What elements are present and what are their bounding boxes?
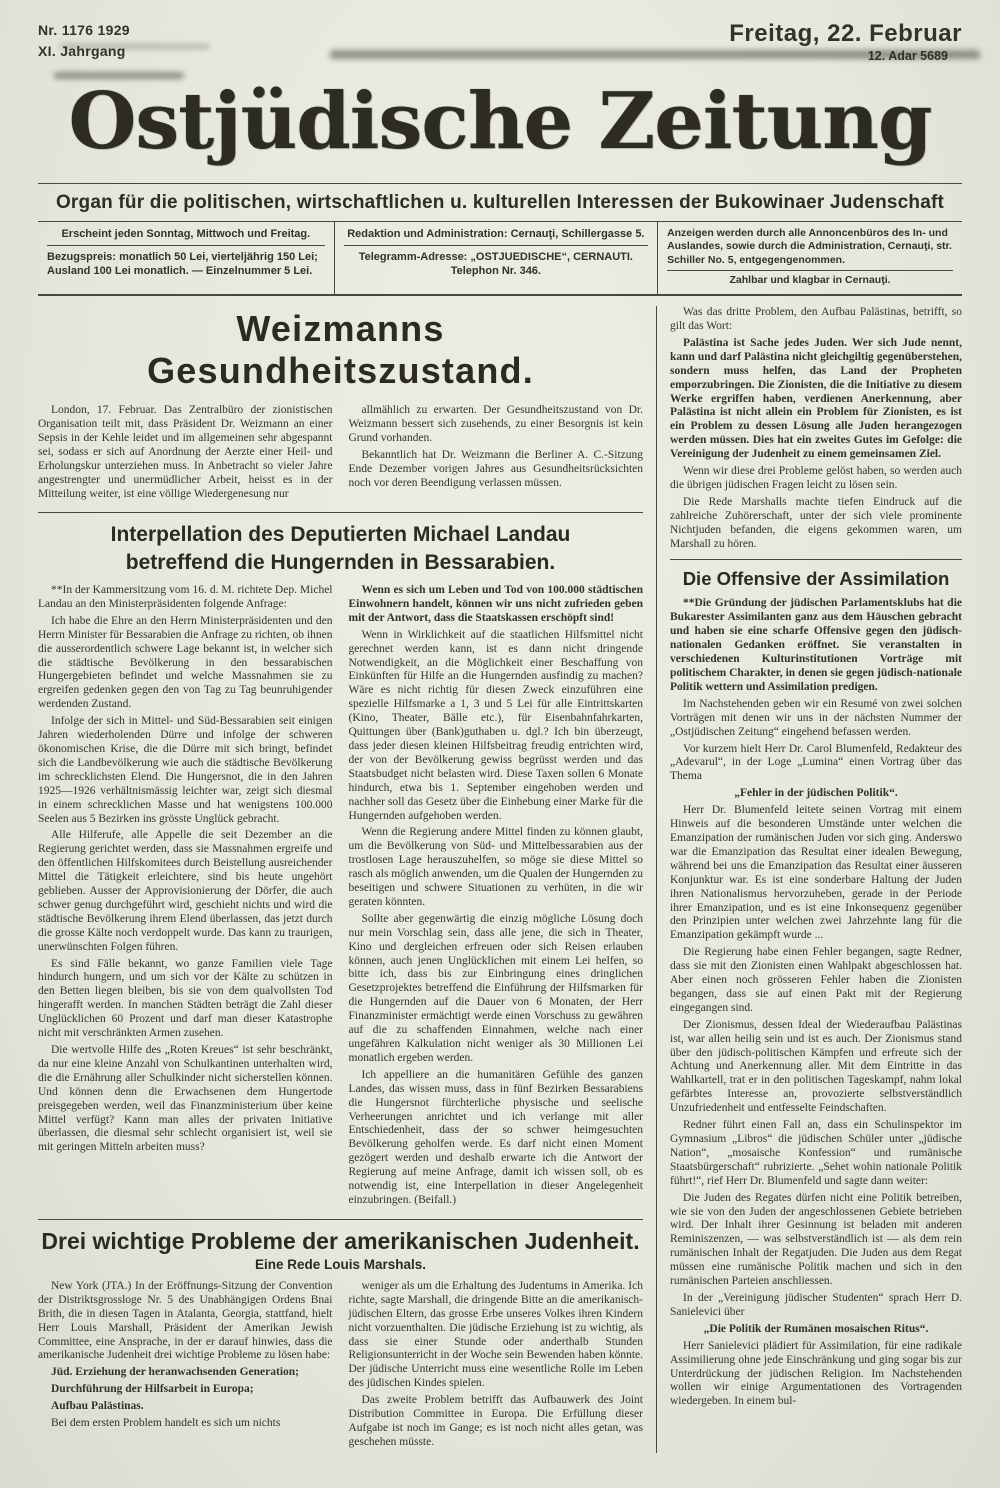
paragraph: Herr Dr. Blumenfeld leitete seinen Vortrag mit einem Hinweis auf die besonderen Umstände unter welchen die Emanzipation der rumänischen Juden vor sich ging. Anderswo war die Emanzipation das Resultat einer idealen Bewegung, während bei uns die Emanzipation das Resultat einer äusseren Konjunktur war. Es ist eine sonderbare Haltung der Juden ihren Nationalismus hervorzuheben, gerade in der Periode ihrer Emanzipation, und es ist eine Inkonsequenz gegenüber den Prinzipien unter welchen zwei Jahrzehnte lang für die Emanzipation gekämpft wurde ... [670, 804, 962, 942]
paragraph: Wenn wir diese drei Probleme gelöst haben, so werden auch die übrigen jüdischen Fragen leicht zu lösen sein. [670, 465, 962, 491]
paragraph: Palästina ist Sache jedes Juden. Wer sich Jude nennt, kann und darf Palästina nicht gleichgiltig gegenüberstehen, sondern muss helfen, das Land der Propheten emporzubringen. Die Zionisten, die die Initiative zu diesem Werke ergriffen haben, verdienen Anerkennung, aber Palästina ist nicht allein ein Problem für Zionisten, es ist ein Problem zu dessen Lösung alle Juden herangezogen werden müssen. Dies hat ein zweites Gutes im Gefolge: die Vereinigung der Judenheit zu einem gemeinsamen Ziel. [670, 336, 962, 461]
section-divider [38, 1219, 643, 1220]
ads-notice: Anzeigen werden durch alle Annoncenbüros des In- und Auslandes, sowie durch die Administration, Cernauţi, str. Schiller No. 5, entgegengenommen. [667, 226, 952, 266]
paragraph: Im Nachstehenden geben wir ein Resumé von zwei solchen Vorträgen mit denen wir uns in der nächsten Nummer der „Ostjüdischen Zeitung“ eingehend befassen werden. [670, 697, 962, 738]
issue-number: Nr. 1176 1929 [38, 22, 130, 38]
paragraph: Redner führt einen Fall an, dass ein Schulinspektor im Gymnasium „Libros“ die jüdischen Schüler unter „jüdische Nation“, „mosaische Konfession“ und rumänische Staatsbürgerschaft“ rubrizierte. „Sehet wohin nationale Politik führt!“, rief Herr Dr. Blumenfeld und sagte dann weiter: [670, 1119, 962, 1187]
interpellation-col-2 [349, 584, 644, 1211]
article-marshall [38, 1280, 643, 1453]
scan-smudge-artifact [54, 72, 184, 79]
paragraph: Infolge der sich in Mittel- und Süd-Bessarabien seit einigen Jahren wiederholenden Dürre und infolge der schweren ökonomischen Krise, die die Dürre mit sich bringt, befindet sich die Landbevölkerung wie auch die städtische Bevölkerung im schrecklichsten Elend. Die Hungersnot, die in den Jahren 1925—1926 verhältnismässig leichter war, zeigt sich diesmal in einem schrecklichen Masse und hat wenigstens 100.000 Seelen aus 5 Bezirken ins grösste Unglück gebracht. [38, 715, 333, 825]
paragraph: **Die Gründung der jüdischen Parlamentsklubs hat die Bukarester Assimilanten ganz aus dem Häuschen gebracht und haben sie eine scharfe Offensive gegen den jüdisch-nationalen Gedanken eröffnet. Sie veranstalten in verschiedenen Kulturinstitutionen Vorträge mit politischem Charakter, in denen sie gegen jüdisch-nationale Politik wettern und Assimilation predigen. [670, 597, 962, 693]
paragraph: Die wertvolle Hilfe des „Roten Kreues“ ist sehr beschränkt, da nur eine kleine Anzahl von Schulkantinen unterhalten wird, die die Ernährung aller Schulkinder nicht sicherstellen können. Und können denn die Erwachsenen dem Hungertode preisgegeben werden, weil das Finanzministerium über keine Mittel verfügt? Kann man alles der privaten Initiative überlassen, die diesmal sehr schlecht organisiert ist, weil sie mit geringen Mitteln arbeiten muss? [38, 1044, 333, 1154]
paragraph: Die Rede Marshalls machte tiefen Eindruck auf die zahlreiche Zuhörerschaft, unter der sich viele prominente Nichtjuden befanden, die eigens gekommen waren, um Marshall zu hören. [670, 495, 962, 550]
paragraph: „Fehler in der jüdischen Politik“. [734, 787, 898, 800]
publishing-info [38, 222, 334, 295]
contact-info [334, 222, 657, 295]
paragraph: Wenn die Regierung andere Mittel finden zu können glaubt, um die Bevölkerung von Süd- und Mittelbessarabien aus der trostlosen Lage herauszuhelfen, so möge sie diese Mittel so rasch als möglich anwenden, um die Qualen der Hungernden zu beseitigen und schwere Situationen zu verhüten, in die wir geraten könnten. [348, 826, 643, 908]
paragraph: Vor kurzem hielt Herr Dr. Carol Blumenfeld, Redakteur des „Adevarul“, in der Loge „Lumina“ einen Vortrag über das Thema [670, 742, 962, 783]
weizmann-col-1 [38, 404, 333, 504]
ads-payment-note: Zahlbar und klagbar in Cernauţi. [667, 270, 953, 288]
paragraph: Alle Hilferufe, alle Appelle die seit Dezember an die Regierung gerichtet werden, dass sie Massnahmen ergreife und den öffentlichen Hilfskomitees durch Beistellung ausreichender Mittel die Tätigkeit erleichtere, sind bis heute ungehört geblieben. Ausser der Approvisionierung der Dörfer, die auch schwer genug durchgeführt wird, geschieht nichts und wird die städtische Bevölkerung ihrem Elend überlassen, das jetzt durch die grosse Kälte noch verdoppelt wurde. Das kann zu traurigen, unerwünschten Folgen führen. [38, 829, 333, 953]
scan-smudge-artifact [330, 50, 980, 59]
main-content [38, 306, 962, 1453]
article-weizmann [38, 404, 643, 504]
issue-block [38, 20, 130, 62]
interpellation-title-line1: Interpellation des Deputierten Michael Landau [110, 523, 571, 547]
paragraph: Bekanntlich hat Dr. Weizmann die Berliner A. C.-Sitzung Ende Dezember vorigen Jahres aus Gesundheitsrücksichten noch vor deren Beendigung verlassen müssen. [348, 448, 643, 489]
paragraph: New York (JTA.) In der Eröffnungs-Sitzung der Convention der Distriktsgrossloge Nr. 5 des Unabhängigen Ordens Bnai Brith, die in diesen Tagen in Atalanta, Georgia, stattfand, hielt Herr Louis Marshall, Präsident der Amerikan Jewish Committee, eine Ansprache, in der er darauf hinwies, dass die amerikanische Judenheit drei wichtige Probleme zu lösen habe: [38, 1279, 333, 1362]
subscription-prices: Bezugspreis: monatlich 50 Lei, vierteljährig 150 Lei; Ausland 100 Lei monatlich. — Einzelnummer 5 Lei. [47, 250, 318, 278]
publishing-schedule: Erscheint jeden Sonntag, Mittwoch und Freitag. [47, 227, 325, 246]
section-divider [670, 559, 962, 560]
paragraph: Wenn es sich um Leben und Tod von 100.000 städtischen Einwohnern handelt, können wir uns nicht zufrieden geben mit der Antwort, dass die Staatskassen erschöpft sind! [348, 584, 643, 624]
article-assimilation [670, 597, 962, 1409]
marshall-col-1 [38, 1280, 333, 1453]
headline-weizmann: Weizmanns Gesundheitszustand. [147, 308, 534, 392]
paragraph: Das zweite Problem betrifft das Aufbauwerk des Joint Distribution Committee in Europa. Die Erfüllung dieser Aufgabe ist noch im Gange; es ist noch nicht alles getan, was geschehen müsste. [348, 1394, 643, 1448]
paragraph: **In der Kammersitzung vom 16. d. M. richtete Dep. Michel Landau an den Ministerpräsidenten folgende Anfrage: [38, 584, 333, 610]
paragraph: Die Juden des Regates dürfen nicht eine Politik betreiben, wie sie von den Juden der angeschlossenen Gebiete betrieben wird. Der Inhalt ihrer Gesinnung ist beladen mit anderen Reminiszenzen, — was selbstverständlich ist — als dem rein rumänischen Inhalt der Regatjuden. Die Juden aus dem Regat müssen eine rumänische Politik machen und sich in den rumänischen Parteien anschliessen. [670, 1191, 962, 1288]
paragraph: Der Zionismus, dessen Ideal der Wiederaufbau Palästinas ist, war allen heilig sein und ist es auch. Der Zionismus stand über den jüdisch-politischen Kämpfen und erfreute sich der Achtung und Anerkennung aller. Mit dem Eintritte in das Wahlkartell, trat er in den politischen Tageskampf, nahm lokal gefärbtes Interesse an, provozierte selbstverständlich Unzufriedenheit und entfesselte Feindschaften. [670, 1018, 962, 1115]
article-interpellation [38, 584, 643, 1211]
infobar [38, 221, 962, 297]
headline-assimilation: Die Offensive der Assimilation [682, 568, 950, 590]
paragraph: allmählich zu erwarten. Der Gesundheitszustand von Dr. Weizmann bessert sich zusehends, zu einer Besorgnis ist kein Grund vorhanden. [348, 404, 643, 444]
paragraph: Wenn in Wirklichkeit auf die staatlichen Hilfsmittel nicht gerechnet werden kann, ist es dann nicht dringende Notwendigkeit, an die Möglichkeit einer Beschaffung von Einkünften für Hilfe an die Hungernden ausfindig zu machen? Wäre es nicht richtig für diesen Zweck einzuführen eine spezielle Hilfsmarke a 1, 3 und 5 Lei für alle Eintrittskarten (Kino, Theater, Bälle etc.), für Eisenbahnfahrkarten, Quittungen über (Bank)guthaben u. dgl.? Ich bin überzeugt, dass jeder diesen kleinen Hilfsbeitrag freudig entrichten wird, der von der Bevölkerung gewiss begrüsst werden und das Staatsbudget nicht belasten wird. Diese Taxen sollen 6 Monate hindurch, etwa bis 1. September eingehoben werden und nachher soll das Gesetz über die Einhebung einer Marke für die Hungernden aufgehoben werden. [348, 628, 643, 822]
paragraph: weniger als um die Erhaltung des Judentums in Amerika. Ich richte, sagte Marshall, die dringende Bitte an die amerikanisch-jüdischen Eltern, das grosse Erbe unseres Volkes ihren Kindern nicht vorzuenthalten. Die jüdische Erziehung ist zu wichtig, als dass sie einer Stunde oder anderthalb Stunden Religionsunterricht in der Woche sein Bewenden haben könnte. Der jüdische Unterricht muss eine wesentliche Rolle im Leben des jüdischen Kindes spielen. [348, 1279, 643, 1390]
paragraph: London, 17. Februar. Das Zentralbüro der zionistischen Organisation teilt mit, dass Präsident Dr. Weizmann an einer Sepsis in der Kehle leidet und im allgemeinen sehr abgespannt sei, sodass er sich auf Anordnung der Aerzte einer Heil- und Erholungskur unterziehen muss. In Anbetracht so vieler Jahre angestrengter und unermüdlicher Arbeit, heisst es in der Mitteilung weiter, ist eine völlige Wiedergenesung nur [38, 404, 333, 500]
paragraph: Jüd. Erziehung der heranwachsenden Generation; [51, 1366, 300, 1379]
headline-marshall: Drei wichtige Probleme der amerikanischen Judenheit. [41, 1227, 640, 1254]
volume-label: XI. Jahrgang [38, 43, 126, 59]
paragraph: In der „Vereinigung jüdischer Studenten“ sprach Herr D. Sanielevici über [670, 1291, 962, 1318]
right-column-block [656, 306, 962, 1453]
interpellation-title-line2: betreffend die Hungernden in Bessarabien. [125, 550, 556, 574]
paragraph: Die Regierung habe einen Fehler begangen, sagte Redner, dass sie mit den Zionisten einen Wahlpakt abgeschlossen hat. Aber einen noch grösseren Fehler haben die Zionisten begangen, dass sie auf einen Pakt mit der Regierung eingegangen sind. [670, 946, 962, 1014]
paragraph: Es sind Fälle bekannt, wo ganze Familien viele Tage hindurch hungern, und um sich vor der Kälte zu schützen in den Betten liegen bleiben, bis sie von dem qualvollsten Tod hingerafft werden. In manchen Städten beträgt die Zahl dieser Unglücklichen 60 Prozent und darf man dieser Katastrophe nicht mit verschränkten Armen zusehen. [38, 957, 333, 1040]
date-hebrew: 12. Adar 5689 [867, 49, 948, 63]
masthead-subtitle: Organ für die politischen, wirtschaftlichen u. kulturellen Interessen der Bukowinaer Judenschaft [38, 183, 962, 221]
section-divider [38, 512, 643, 513]
headline-interpellation [38, 521, 643, 576]
masthead-title: Ostjüdische Zeitung [68, 76, 932, 167]
article-palestine-continuation [670, 306, 962, 551]
telephone-number: Telephon Nr. 346. [450, 265, 541, 278]
scan-smudge-artifact [60, 44, 210, 49]
advertising-info [657, 222, 962, 295]
date-gregorian: Freitag, 22. Februar [729, 20, 962, 47]
paragraph: Ich habe die Ehre an den Herrn Ministerpräsidenten und den Herrn Minister für Bessarabien die Anfrage zu richten, ob ihnen die ausserordentlich schwere Lage bekannt ist, in welcher sich die städtische Bevölkerung in den bessarabischen Hungergebieten befindet und welche Massnahmen sie zu ergreifen gedenken gegen den von Tag zu Tag beunruhigender werdenden Zustand. [38, 614, 333, 711]
paragraph: „Die Politik der Rumänen mosaischen Ritus“. [703, 1322, 929, 1335]
paragraph: Durchführung der Hilfsarbeit in Europa; [51, 1383, 254, 1396]
paragraph: Was das dritte Problem, den Aufbau Palästinas, betrifft, so gilt das Wort: [670, 306, 962, 332]
editorial-address: Redaktion und Administration: Cernauţi, Schillergasse 5. [344, 227, 648, 246]
paragraph: Ich appelliere an die humanitären Gefühle des ganzen Landes, das wissen muss, dass in fünf Bezirken Bessarabiens die Hungersnot fürchterliche physische und seelische Verheerungen anrichtet und ich verlange mit aller Entschiedenheit, dass der so schwer heimgesuchten Bevölkerung geholfen werde. Es darf nicht einen Moment gezögert werden und deshalb erwarte ich die Antwort der Regierung auf meine Anfrage, damit ich wissen soll, ob es notwendig ist, eine Interpellation in dieser Angelegenheit einzubringen. (Beifall.) [348, 1068, 643, 1206]
paragraph: Herr Sanielevici plädiert für Assimilation, für eine radikale Assimilierung ohne jede Einschränkung und ging sogar bis zur Unterdrückung der jüdischen Religion. Im Nachstehenden wollen wir einige Argumentationen des Vortragenden wiedergeben. In einem bul- [670, 1339, 962, 1408]
telegram-address: Telegramm-Adresse: „OSTJUEDISCHE“, CERNAUTI. [358, 250, 633, 263]
marshall-col-2 [349, 1280, 644, 1453]
paragraph: Sollte aber gegenwärtig die einzig mögliche Lösung doch nur mein Vorschlag sein, dass alle jene, die sich in Theater, Kino und dergleichen erfreuen oder sich Reisen erlauben können, auch jenen Unglücklichen mit einem Lei helfen, so bitte ich, dass bis zur Einbringung eines dringlichen Gesetzprojektes betreffend die Einführung der Hilfsmarken für die Hungernden auf die Dauer von 6 Monaten, der Herr Finanzminister ermächtigt werde einen Vorschuss zu gewähren auf die zu schaffenden Einnahmen, welche nach einer ungefähren Kalkulation nicht weniger als 30 Millionen Lei monatlich ergeben werden. [348, 912, 643, 1064]
interpellation-col-1 [38, 584, 333, 1211]
weizmann-col-2 [349, 404, 644, 504]
left-column-block [38, 306, 656, 1453]
paragraph: Aufbau Palästinas. [51, 1400, 144, 1413]
subhead-marshall: Eine Rede Louis Marshals. [254, 1256, 427, 1272]
paragraph: Bei dem ersten Problem handelt es sich um nichts [51, 1417, 281, 1430]
